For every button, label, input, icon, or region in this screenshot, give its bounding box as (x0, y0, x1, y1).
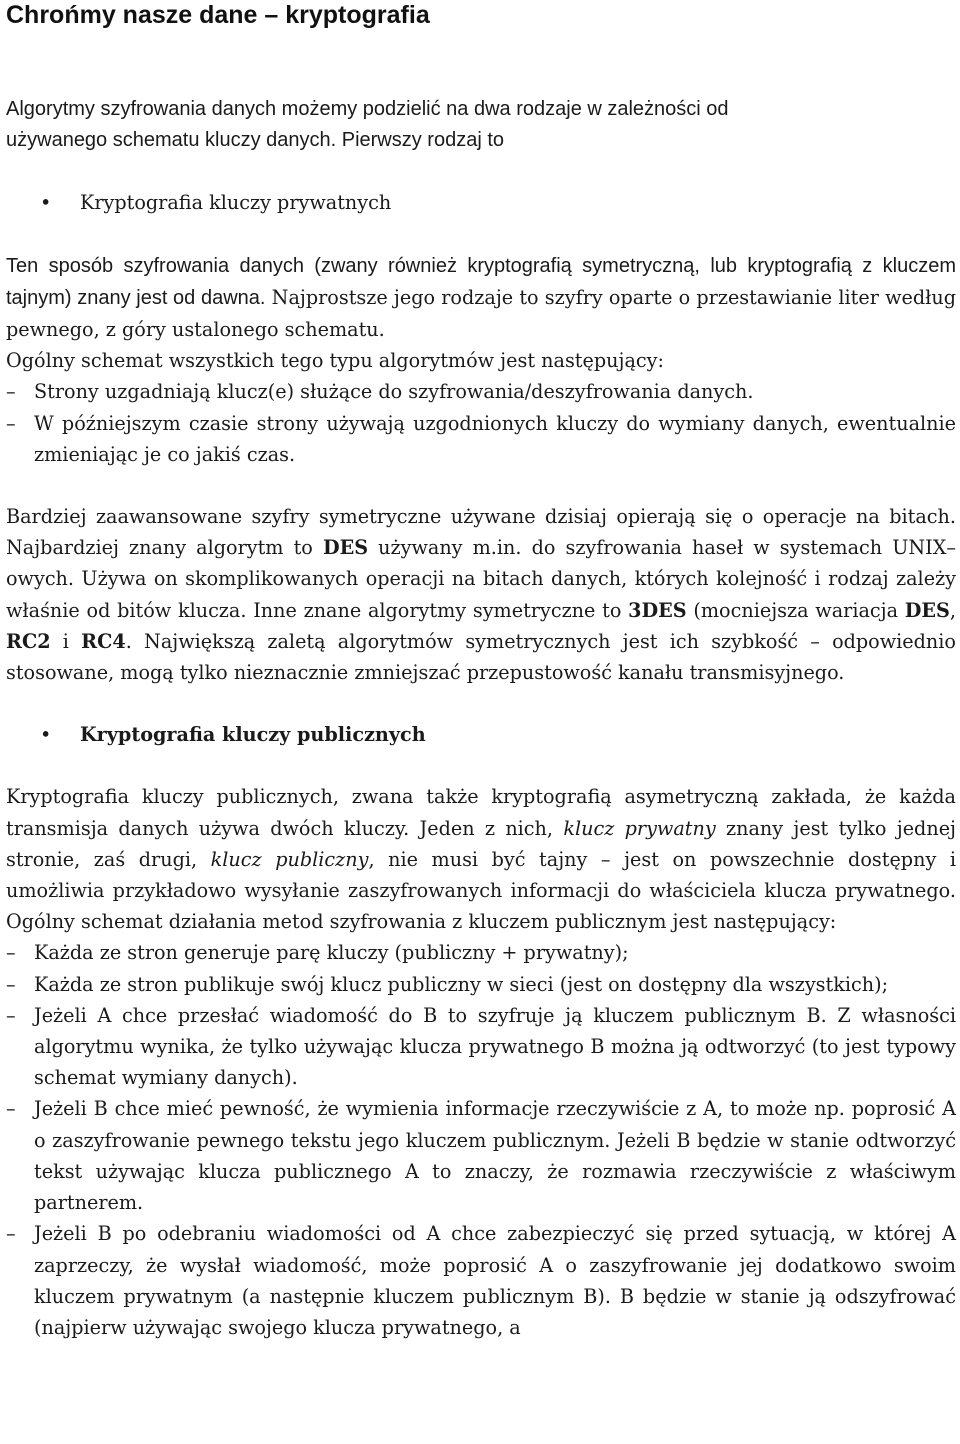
list-item (6, 969, 956, 1000)
algorithm-name: RC2 (6, 629, 51, 653)
list-item-text: Każda ze stron generuje parę kluczy (publiczny + prywatny); (34, 941, 629, 965)
section1-paragraph-1 (6, 250, 956, 346)
intro-paragraph (6, 94, 956, 156)
dash-icon: – (6, 1097, 16, 1121)
list-item-text: Jeżeli B chce mieć pewność, że wymienia informacje rzeczywiście z A, to może np. poprosić A o zaszyfrowanie pewnego tekstu jego kluczem publicznym. Jeżeli B będzie w stanie odtworzyć tekst używając klucza publicznego A to znaczy, że rozmawia rzeczywiście z właściwym partnerem. (34, 1097, 956, 1215)
spacer (6, 156, 956, 187)
dash-icon: – (6, 1222, 16, 1246)
text-run: Bardziej zaawansowane szyfry symetryczne używane dzisiaj opierają się o operacje na bitach. Najbardziej znany algorytm to (6, 505, 956, 560)
section-heading-private-keys (6, 187, 956, 218)
spacer (6, 688, 956, 719)
text-run: Kryptografia kluczy publicznych, zwana także kryptografią asymetryczną zakłada, że każda transmisja danych używa dwóch kluczy. Jeden z nich, (6, 785, 956, 840)
list-item-text: Strony uzgadniają klucz(e) służące do szyfrowania/deszyfrowania danych. (34, 380, 754, 404)
list-item (6, 1218, 956, 1343)
text-run: znany jest tylko jednej stronie, zaś drugi, (6, 816, 956, 871)
list-item-text: Jeżeli B po odebraniu wiadomości od A chce zabezpieczyć się przed sytuacją, w której A zaprzeczy, że wysłał wiadomość, może poprosić A o zaszyfrowanie jej dodatkowo swoim kluczem prywatnym (a następnie kluczem publicznym B). B będzie w stanie ją odszyfrować (najpierw używając swojego klucza prywatnego, a (34, 1222, 956, 1339)
algorithm-name: RC4 (81, 629, 126, 653)
section-heading-label: Kryptografia kluczy prywatnych (80, 191, 392, 215)
dash-icon: – (6, 972, 16, 996)
spacer (6, 219, 956, 250)
section2-paragraph-1 (6, 781, 956, 937)
text-run: (mocniejsza wariacja (686, 598, 905, 622)
dash-icon: – (6, 411, 16, 435)
text-run: używany m.in. do szyfrowania haseł w systemach UNIX–owych. Używa on skomplikowanych operacji na bitach danych, których kolejność i rodzaj zależy właśnie od bitów klucza. Inne znane algorytmy symetryczne to (6, 536, 956, 622)
list-item (6, 376, 956, 407)
spacer (6, 750, 956, 781)
text-run: . Największą zaletą algorytmów symetrycznych jest ich szybkość – odpowiednio stosowane, mogą tylko nieznacznie zmniejszać przepustowość kanału transmisyjnego. (6, 629, 956, 685)
list-item-text: W późniejszym czasie strony używają uzgodnionych kluczy do wymiany danych, ewentualnie zmieniając je co jakiś czas. (34, 411, 956, 466)
section1-paragraph-3 (6, 501, 956, 688)
list-item (6, 1093, 956, 1218)
term-public-key: klucz publiczny (210, 847, 369, 871)
section1-p1-sans: Ten sposób szyfrowania danych (zwany również kryptografią symetryczną, lub kryptografią z kluczem tajnym) znany jest od dawna. (6, 254, 956, 309)
list-item (6, 937, 956, 968)
term-private-key: klucz prywatny (563, 816, 716, 840)
document-page (6, 0, 956, 1343)
text-run: , (949, 598, 957, 622)
bullet-icon: • (40, 723, 52, 747)
algorithm-name: 3DES (628, 598, 687, 622)
text-run: i (50, 629, 82, 653)
section-heading-label: Kryptografia kluczy publicznych (80, 723, 426, 747)
intro-line-2: używanego schematu kluczy danych. Pierwszy rodzaj to (6, 129, 505, 152)
list-item (6, 1000, 956, 1094)
section-heading-public-keys (6, 719, 956, 750)
list-item-text: Każda ze stron publikuje swój klucz publiczny w sieci (jest on dostępny dla wszystkich); (34, 972, 889, 996)
dash-icon: – (6, 941, 16, 965)
spacer (6, 30, 956, 94)
text-run: , nie musi być tajny – jest on powszechnie dostępny i umożliwia przykładowo wysyłanie zaszyfrowanych informacji do właściciela klucza prywatnego. Ogólny schemat działania metod szyfrowania z kluczem publicznym jest następujący: (6, 847, 956, 934)
section1-p1-serif: Najprostsze jego rodzaje to szyfry oparte o przestawianie liter według pewnego, z góry ustalonego schematu. (6, 285, 956, 342)
list-item-text: Jeżeli A chce przesłać wiadomość do B to szyfruje ją kluczem publicznym B. Z własności algorytmu wynika, że tylko używając klucza prywatnego B można ją odtworzyć (to jest typowy schemat wymiany danych). (34, 1003, 956, 1090)
dash-icon: – (6, 1003, 16, 1027)
dash-icon: – (6, 380, 16, 404)
intro-line-1: Algorytmy szyfrowania danych możemy podzielić na dwa rodzaje w zależności od (6, 98, 729, 120)
algorithm-name: DES (904, 598, 950, 622)
spacer (6, 470, 956, 501)
bullet-icon: • (40, 191, 52, 215)
algorithm-name: DES (322, 536, 369, 560)
list-item (6, 408, 956, 470)
section1-paragraph-2: Ogólny schemat wszystkich tego typu algorytmów jest następujący: (6, 349, 664, 373)
page-title: Chrońmy nasze dane – kryptografia (6, 1, 430, 29)
